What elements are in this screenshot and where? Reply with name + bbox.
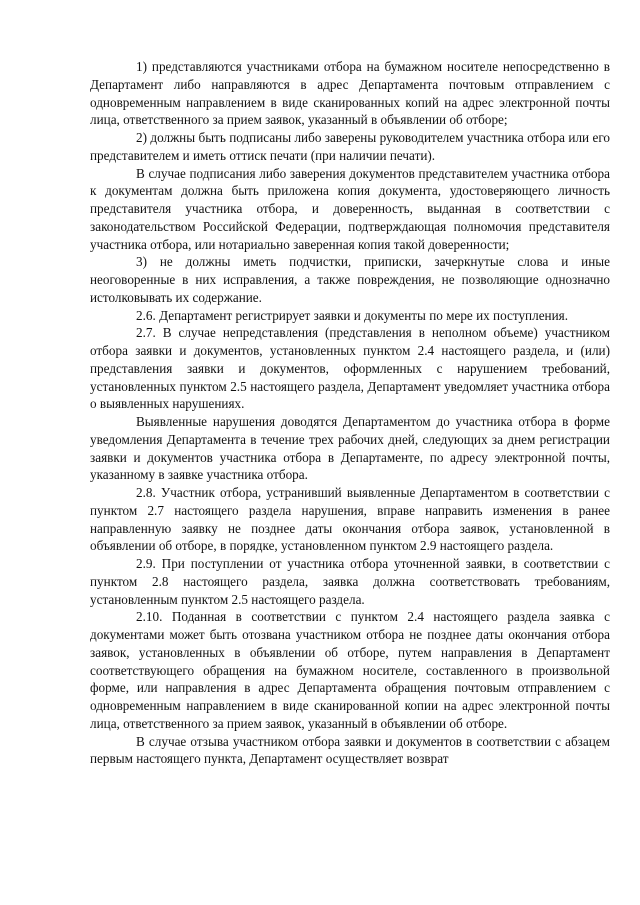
- paragraph-11: В случае отзыва участником отбора заявки и документов в соответствии с абзацем первым настоящего пункта, Департамент осуществляет возврат: [90, 733, 610, 767]
- paragraph-8: 2.8. Участник отбора, устранивший выявленные Департаментом в соответствии с пунктом 2.7 настоящего раздела нарушения, вправе направить изменения в ранее направленную заявку не позднее даты окончания отбора заявок, установленной в объявлении об отборе, в порядке, установленном пунктом 2.9 настоящего раздела.: [90, 485, 610, 554]
- paragraph-1: 1) представляются участниками отбора на бумажном носителе непосредственно в Департамент либо направляются в адрес Департамента почтовым отправлением с одновременным направлением в виде сканированных копий на адрес электронной почты лица, ответственного за прием заявок, указанный в объявлении об отборе;: [90, 59, 610, 128]
- paragraph-2: 2) должны быть подписаны либо заверены руководителем участника отбора или его представителем и иметь оттиск печати (при наличии печати).: [90, 130, 610, 163]
- paragraph-6: 2.7. В случае непредставления (представления в неполном объеме) участником отбора заявки и документов, установленных пунктом 2.4 настоящего раздела, и (или) представления заявки и документов, оформленных с нарушением требований, установленных пунктом 2.5 настоящего раздела, Департамент уведомляет участника отбора о выявленных нарушениях.: [90, 325, 610, 412]
- paragraph-4: 3) не должны иметь подчистки, приписки, зачеркнутые слова и иные неоговоренные в них исправления, а также повреждения, не позволяющие однозначно истолковывать их содержание.: [90, 254, 610, 305]
- paragraph-3: В случае подписания либо заверения документов представителем участника отбора к документам должна быть приложена копия документа, удостоверяющего личность представителя участника отбора, и доверенность, выданная в соответствии с законодательством Российской Федерации, подтверждающая полномочия представителя участника отбора, или нотариально заверенная копия такой доверенности;: [90, 165, 610, 252]
- paragraph-7: Выявленные нарушения доводятся Департаментом до участника отбора в форме уведомления Департамента в течение трех рабочих дней, следующих за днем регистрации заявки и документов участника отбора в Департаменте, по адресу электронной почты, указанному в заявке участника отбора.: [90, 414, 610, 483]
- paragraph-9: 2.9. При поступлении от участника отбора уточненной заявки, в соответствии с пунктом 2.8 настоящего раздела, заявка должна соответствовать требованиям, установленным пунктом 2.5 настоящего раздела.: [90, 556, 610, 607]
- paragraph-10: 2.10. Поданная в соответствии с пунктом 2.4 настоящего раздела заявка с документами может быть отозвана участником отбора не позднее даты окончания отбора заявок, установленных в объявлении об отборе, путем направления в Департамент соответствующего обращения на бумажном носителе, составленного в произвольной форме, или направления в адрес Департамента обращения почтовым отправлением с одновременным направлением в виде сканированной копии на адрес электронной почты лица, ответственного за прием заявок, указанный в объявлении об отборе.: [90, 609, 610, 731]
- paragraph-5: 2.6. Департамент регистрирует заявки и документы по мере их поступления.: [136, 307, 569, 323]
- document-page: [90, 58, 610, 768]
